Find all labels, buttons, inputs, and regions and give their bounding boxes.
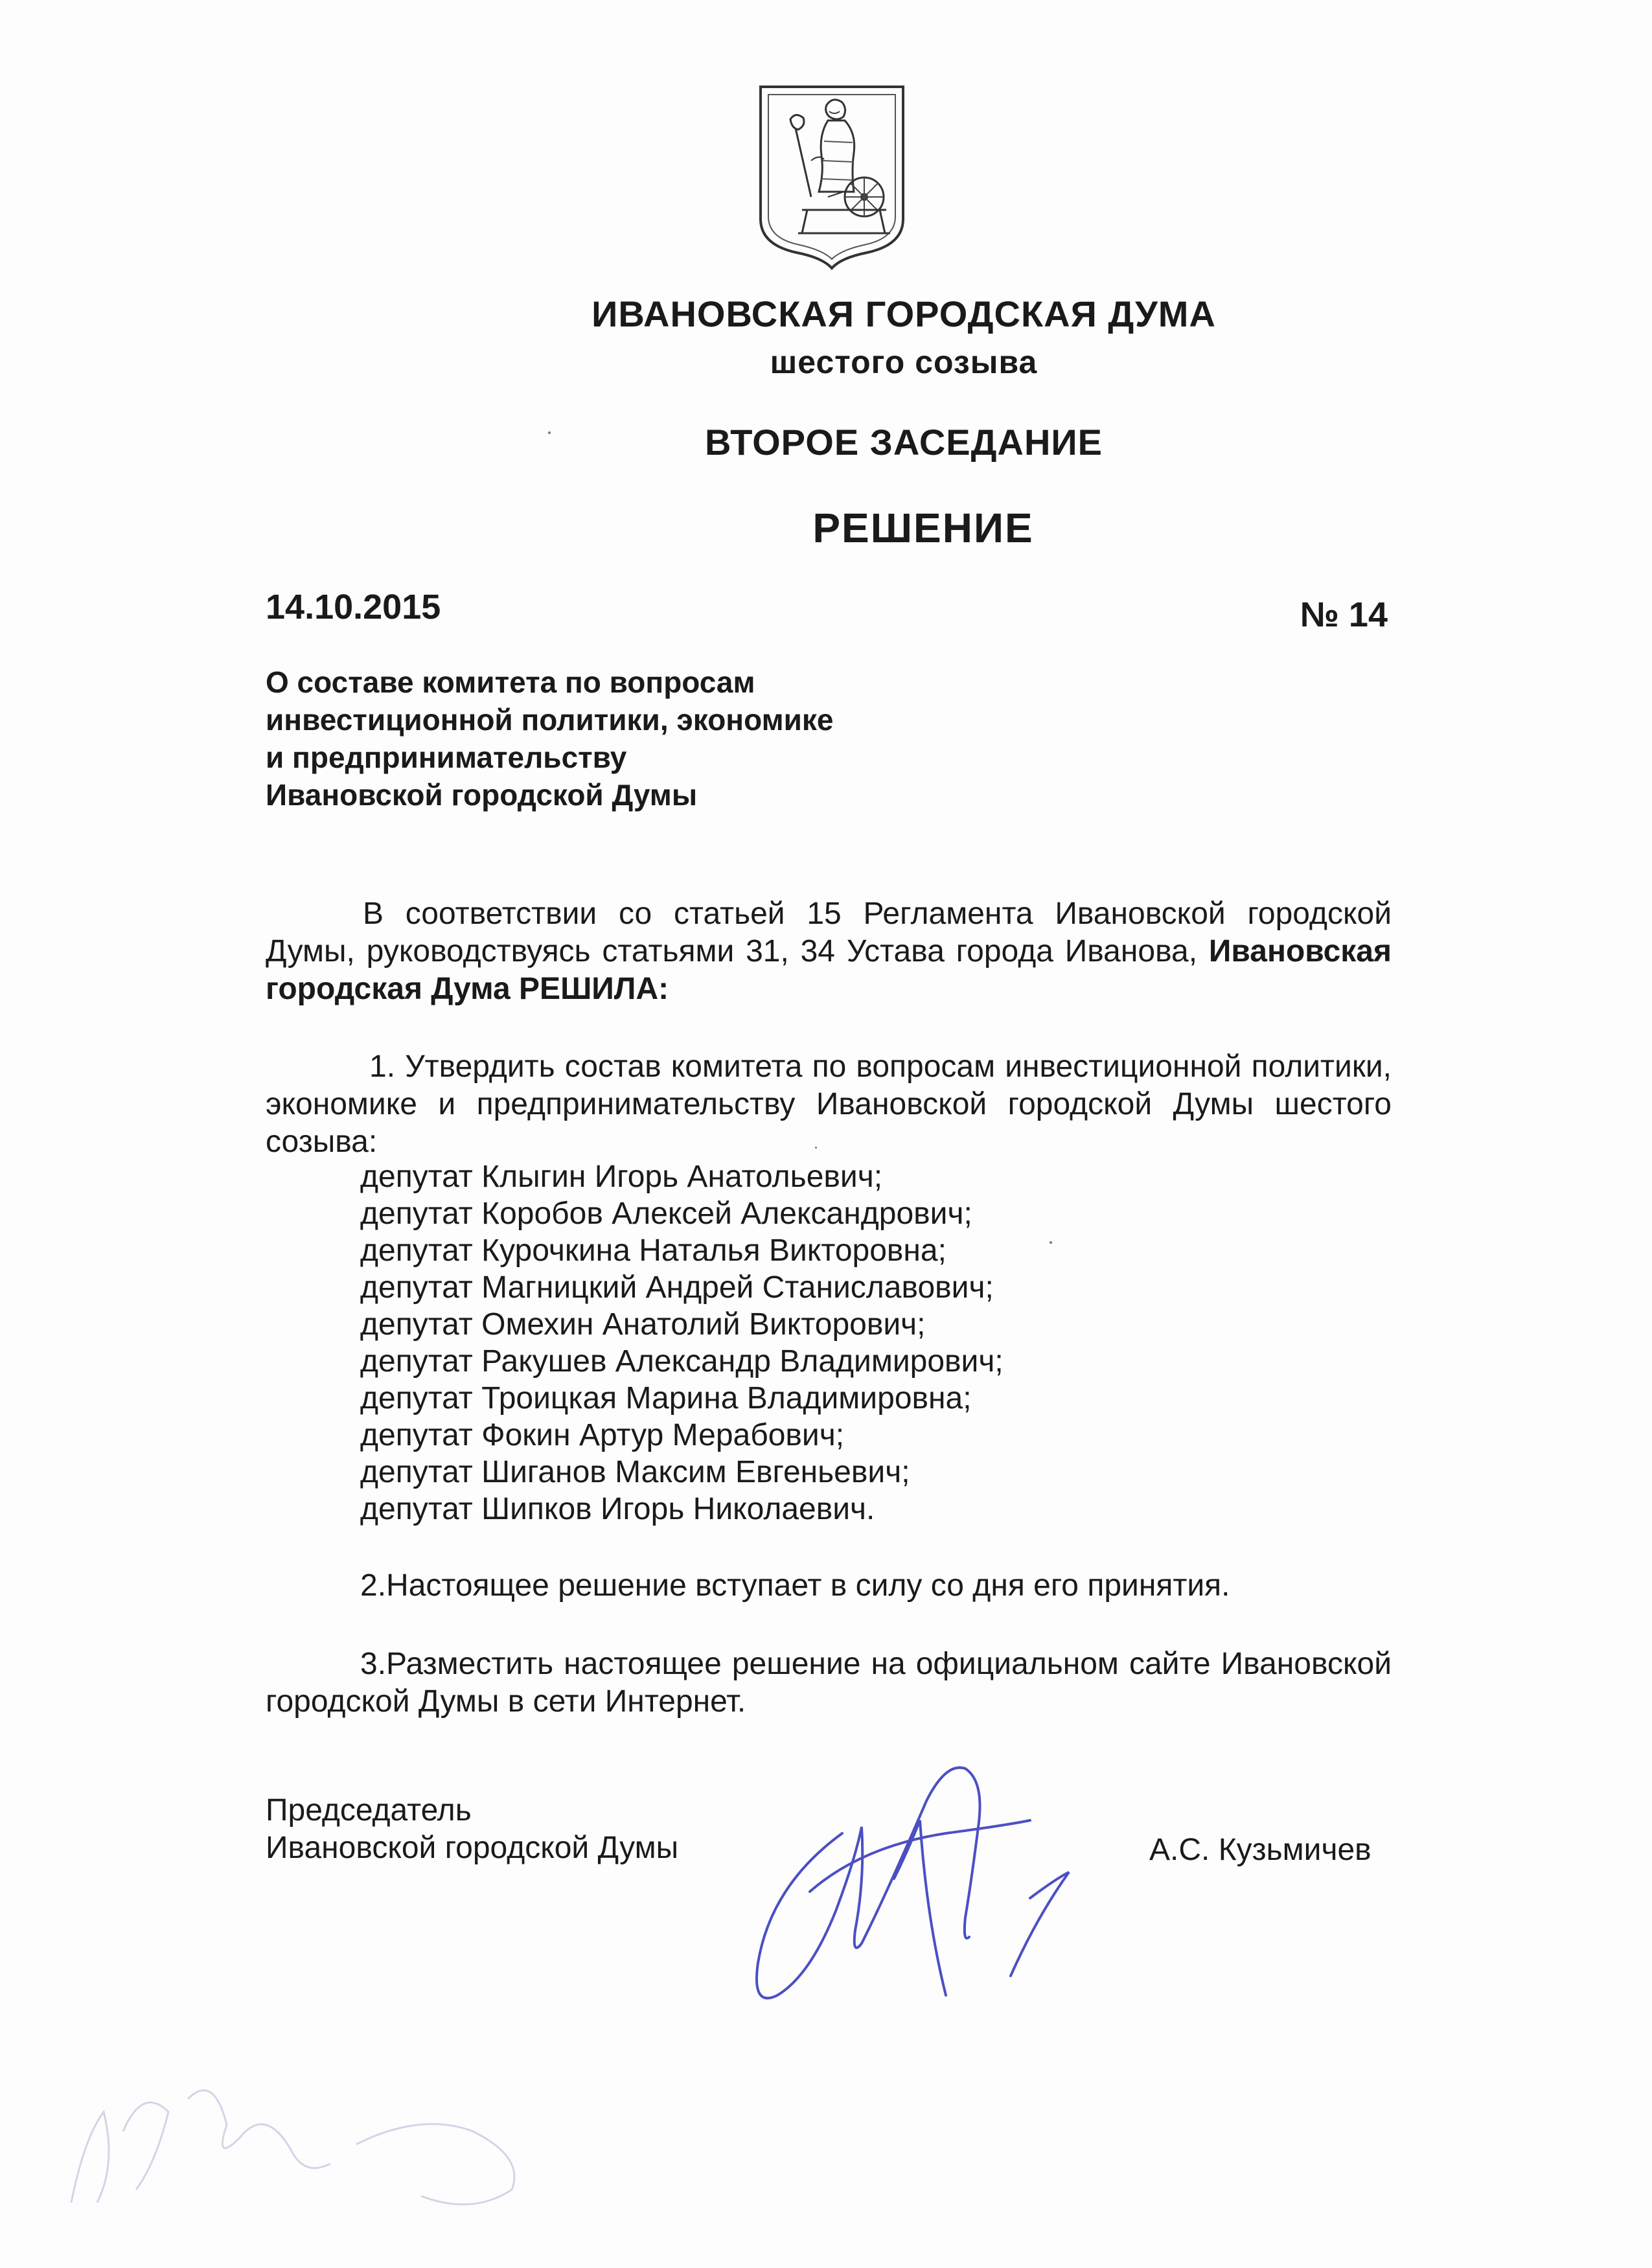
subject-line: Ивановской городской Думы bbox=[266, 778, 698, 812]
deputy-item: депутат Ракушев Александр Владимирович; bbox=[360, 1344, 1004, 1379]
faint-bleedthrough-marks bbox=[58, 2034, 551, 2228]
document-subject bbox=[266, 663, 834, 814]
deputy-item: депутат Троицкая Марина Владимировна; bbox=[360, 1381, 972, 1415]
deputy-item: депутат Курочкина Наталья Викторовна; bbox=[360, 1233, 946, 1268]
deputy-item: депутат Омехин Анатолий Викторович; bbox=[360, 1307, 926, 1342]
subject-line: инвестиционной политики, экономике bbox=[266, 703, 834, 737]
document-type-title: РЕШЕНИЕ bbox=[812, 505, 1034, 551]
deputy-item: депутат Магницкий Андрей Станиславович; bbox=[360, 1270, 994, 1305]
coat-of-arms-emblem bbox=[757, 83, 907, 271]
signatory-title-line: Ивановской городской Думы bbox=[266, 1831, 679, 1865]
subject-line: О составе комитета по вопросам bbox=[266, 665, 755, 699]
deputy-item: депутат Фокин Артур Мерабович; bbox=[360, 1418, 845, 1452]
item-3-text: 3.Разместить настоящее решение на официальном сайте Ивановской городской Думы в сети Интернет. bbox=[266, 1647, 1392, 1719]
scan-speck bbox=[1050, 1241, 1052, 1244]
session-title: ВТОРОЕ ЗАСЕДАНИЕ bbox=[704, 422, 1103, 463]
deputies-list bbox=[360, 1158, 1004, 1528]
item-1-paragraph bbox=[266, 1048, 1392, 1161]
convocation-subtitle: шестого созыва bbox=[770, 344, 1038, 380]
organization-title: ИВАНОВСКАЯ ГОРОДСКАЯ ДУМА bbox=[591, 293, 1216, 334]
signatory-title bbox=[266, 1792, 678, 1867]
document-date: 14.10.2015 bbox=[266, 588, 441, 626]
signatory-title-line: Председатель bbox=[266, 1793, 472, 1827]
preamble-text: В соответствии со статьей 15 Регламента Ивановской городской Думы, руководствуясь статьями 31, 34 Устава города Иванова, bbox=[266, 897, 1392, 968]
preamble-paragraph bbox=[266, 895, 1392, 1008]
preamble-resolution: Ивановская городская Дума РЕШИЛА: bbox=[266, 934, 1392, 1006]
deputy-item: депутат Коробов Алексей Александрович; bbox=[360, 1197, 972, 1231]
scan-speck bbox=[815, 1147, 817, 1149]
document-number: № 14 bbox=[1300, 595, 1388, 634]
subject-line: и предпринимательству bbox=[266, 740, 627, 774]
handwritten-signature bbox=[732, 1749, 1121, 2021]
deputy-item: депутат Клыгин Игорь Анатольевич; bbox=[360, 1160, 883, 1194]
deputy-item: депутат Шипков Игорь Николаевич. bbox=[360, 1492, 875, 1526]
item-3-paragraph bbox=[266, 1645, 1392, 1721]
deputy-item: депутат Шиганов Максим Евгеньевич; bbox=[360, 1455, 910, 1489]
item-1-text: 1. Утвердить состав комитета по вопросам инвестиционной политики, экономике и предпринимательству Ивановской городской Думы шестого созыва: bbox=[266, 1049, 1392, 1159]
signatory-name: А.С. Кузьмичев bbox=[1149, 1833, 1371, 1867]
item-2-text: 2.Настоящее решение вступает в силу со дня его принятия. bbox=[360, 1568, 1230, 1603]
